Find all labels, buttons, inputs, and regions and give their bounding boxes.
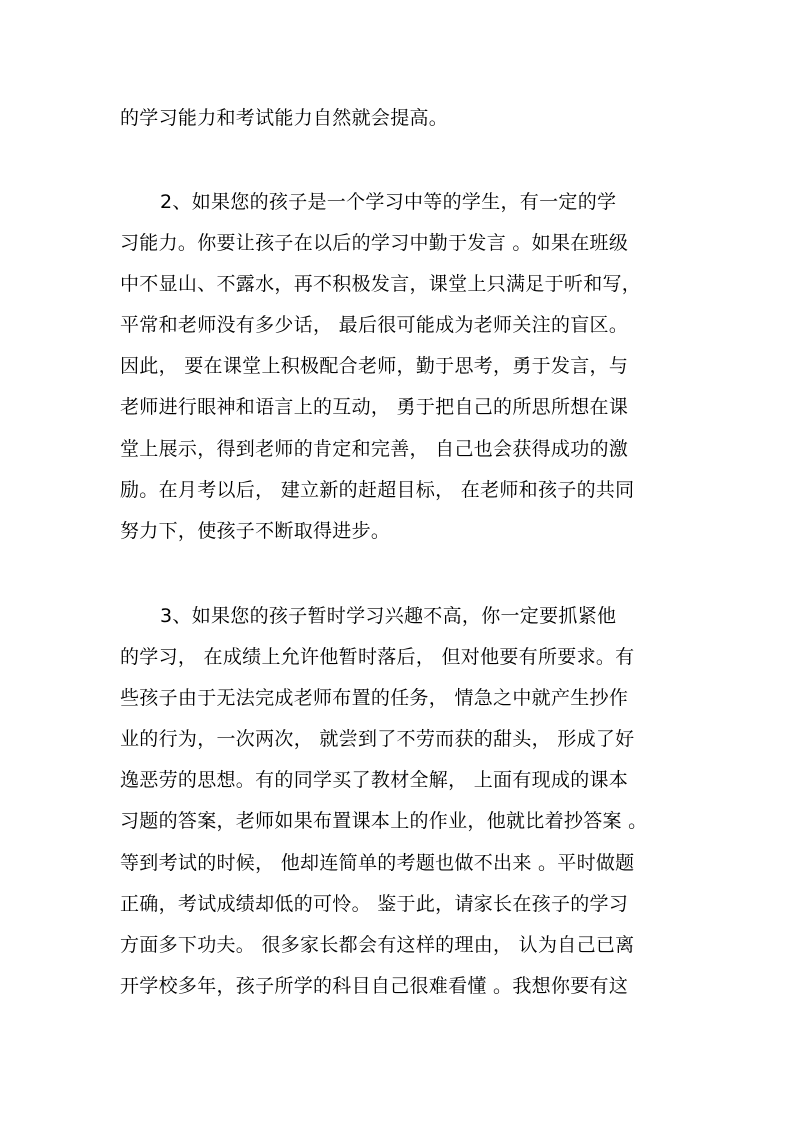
paragraph-3-line: 开学校多年，孩子所学的科目自己很难看懂 。我想你要有这: [120, 975, 629, 997]
paragraph-2-line: 堂上展示，得到老师的肯定和完善， 自己也会获得成功的激: [120, 438, 629, 460]
paragraph-3-line: 正确，考试成绩却低的可怜。 鉴于此，请家长在孩子的学习: [120, 893, 629, 915]
paragraph-2-line: 2、如果您的孩子是一个学习中等的学生，有一定的学: [160, 191, 617, 213]
paragraph-2-line: 平常和老师没有多少话， 最后很可能成为老师关注的盲区。: [120, 314, 629, 336]
paragraph-3-line: 的学习， 在成绩上允许他暂时落后， 但对他要有所要求。有: [120, 646, 635, 668]
paragraph-3-line: 3、如果您的孩子暂时学习兴趣不高，你一定要抓紧他: [160, 605, 617, 627]
paragraph-3-line: 逸恶劳的思想。有的同学买了教材全解， 上面有现成的课本: [120, 769, 629, 791]
paragraph-3-line: 等到考试的时候， 他却连简单的考题也做不出来 。平时做题: [120, 852, 635, 874]
paragraph-2-line: 因此， 要在课堂上积极配合老师，勤于思考，勇于发言，与: [120, 355, 629, 377]
paragraph-2-line: 励。在月考以后， 建立新的赶超目标， 在老师和孩子的共同: [120, 479, 635, 501]
paragraph-3-line: 些孩子由于无法完成老师布置的任务， 情急之中就产生抄作: [120, 687, 629, 709]
paragraph-2-line: 努力下，使孩子不断取得进步。: [120, 520, 391, 542]
paragraph-2-line: 老师进行眼神和语言上的互动， 勇于把自己的所思所想在课: [120, 396, 629, 418]
paragraph-3-line: 业的行为，一次两次， 就尝到了不劳而获的甜头， 形成了好: [120, 728, 635, 750]
paragraph-2-line: 习能力。你要让孩子在以后的学习中勤于发言 。如果在班级: [120, 232, 629, 254]
paragraph-2-line: 中不显山、不露水，再不积极发言，课堂上只满足于听和写，: [120, 273, 642, 295]
paragraph-3-line: 方面多下功夫。 很多家长都会有这样的理由， 认为自己已离: [120, 934, 635, 956]
paragraph-3-line: 习题的答案，老师如果布置课本上的作业，他就比着抄答案 。: [120, 810, 648, 832]
paragraph-1-line: 的学习能力和考试能力自然就会提高。: [120, 107, 449, 129]
